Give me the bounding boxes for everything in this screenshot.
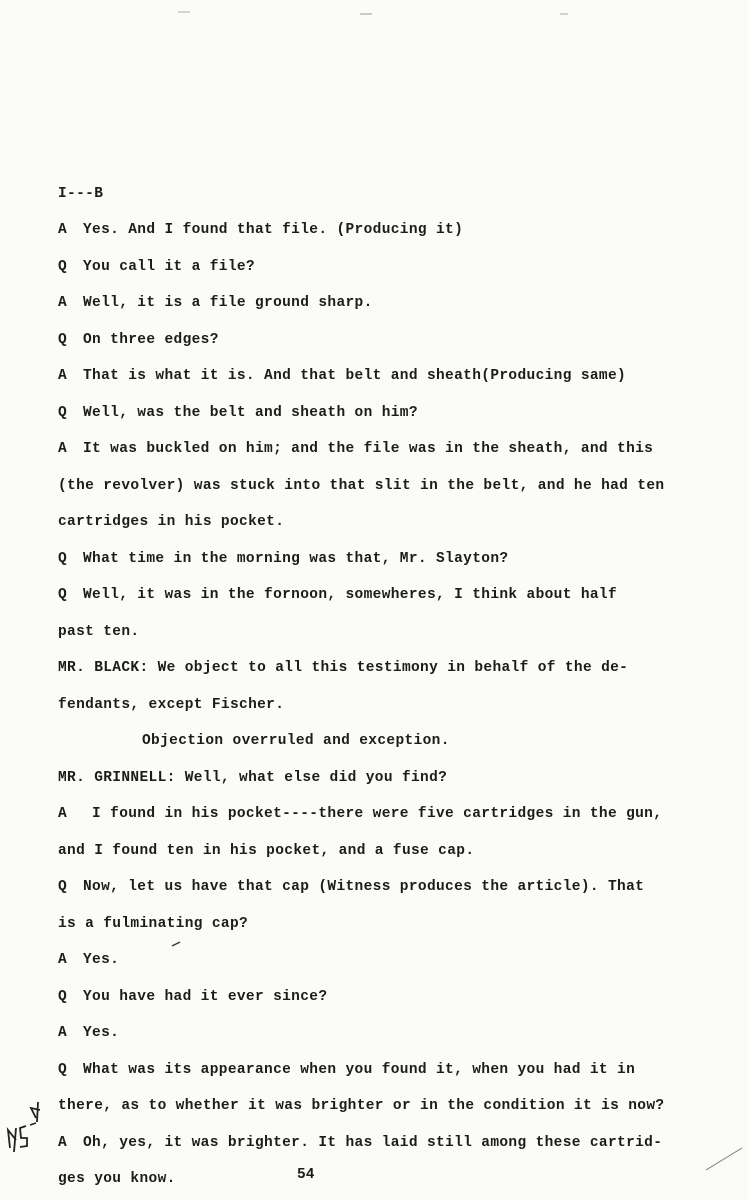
speaker-label: Q (58, 404, 68, 421)
speaker-label: Q (58, 258, 68, 275)
line-text: Yes. (83, 1025, 120, 1041)
speaker-label: A (58, 441, 68, 457)
section-header: I---B (58, 186, 104, 202)
line-text: fendants, except Fischer. (58, 696, 285, 713)
line-text: What was its appearance when you found it, when you had it in (83, 1061, 636, 1078)
speaker-label: Q (58, 988, 68, 1005)
speaker-label: A (58, 806, 68, 822)
line-text: Yes. (83, 952, 120, 968)
line-text: What time in the morning was that, Mr. Slayton? (83, 550, 509, 567)
line-text: Well, it was in the fornoon, somewheres, I think about half (83, 587, 618, 603)
line-text: MR. GRINNELL: Well, what else did you find? (58, 769, 448, 786)
speaker-label: A (58, 222, 68, 238)
speaker-label: A (58, 1134, 68, 1151)
line-text: Well, was the belt and sheath on him? (83, 404, 418, 421)
speaker-label: Q (58, 1061, 68, 1078)
speaker-label: A (58, 952, 68, 968)
line-text: there, as to whether it was brighter or in the condition it is now? (58, 1098, 665, 1114)
line-text: Now, let us have that cap (Witness produces the article). That (83, 879, 645, 895)
line-text: Well, it is a file ground sharp. (83, 295, 373, 311)
speaker-label: A (58, 1025, 68, 1041)
line-text: It was buckled on him; and the file was in the sheath, and this (83, 441, 654, 457)
line-text: I found in his pocket----there were five cartridges in the gun, (83, 806, 663, 822)
line-text: Objection overruled and exception. (142, 733, 450, 749)
line-text: Yes. And I found that file. (Producing it) (83, 222, 464, 238)
line-text: On three edges? (83, 331, 219, 348)
line-text: Oh, yes, it was brighter. It has laid still among these cartrid- (83, 1134, 663, 1151)
line-text: You have had it ever since? (83, 988, 328, 1005)
line-text: ges you know. (58, 1171, 176, 1187)
speaker-label: Q (58, 331, 68, 348)
line-text: MR. BLACK: We object to all this testimony in behalf of the de- (58, 660, 629, 676)
speaker-label: Q (58, 587, 68, 603)
line-text: That is what it is. And that belt and sheath(Producing same) (83, 368, 627, 384)
speaker-label: Q (58, 550, 68, 567)
line-text: cartridges in his pocket. (58, 514, 285, 530)
line-text: You call it a file? (83, 258, 255, 275)
speaker-label: A (58, 368, 68, 384)
page-number: 54 (297, 1167, 315, 1183)
line-text: is a fulminating cap? (58, 915, 249, 932)
line-text: (the revolver) was stuck into that slit in the belt, and he had ten (58, 477, 665, 494)
line-text: past ten. (58, 623, 140, 640)
speaker-label: A (58, 295, 68, 311)
line-text: and I found ten in his pocket, and a fuse cap. (58, 842, 475, 859)
speaker-label: Q (58, 879, 68, 895)
